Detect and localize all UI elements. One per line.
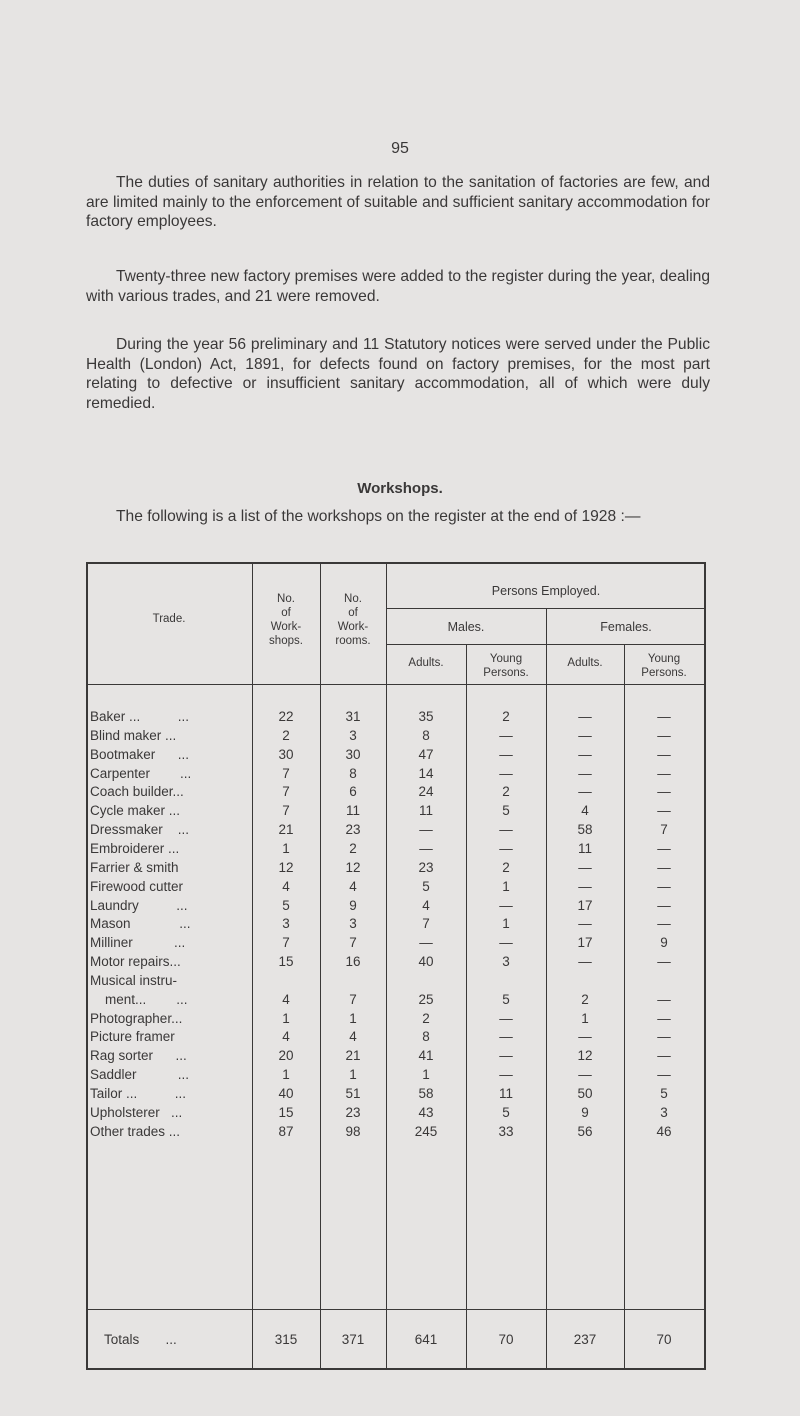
totals-label: Totals ...: [104, 1332, 177, 1347]
cell-workshops: 12: [278, 859, 294, 875]
cell-workshops: 2: [282, 727, 290, 743]
header-females: Females.: [600, 620, 652, 634]
cell-male-adults: 23: [418, 859, 434, 875]
workshops-intro: The following is a list of the workshops on the register at the end of 1928 :—: [116, 508, 641, 525]
cell-male-adults: 24: [418, 784, 434, 800]
header-workshops-line: of: [281, 607, 291, 619]
cell-male-young: 2: [502, 709, 510, 724]
paragraph-notices: During the year 56 preliminary and 11 Statutory notices were served under the Public Health (London) Act, 1891, for defects found on factory premises, for the most part relating to defective or insufficient sanitary accommodation, all of which were duly remedied.: [86, 336, 710, 412]
cell-male-adults: 14: [418, 765, 434, 781]
table-row: [86, 877, 706, 896]
cell-female-adults: —: [578, 1067, 592, 1083]
cell-workrooms: 23: [345, 822, 361, 838]
cell-male-adults: 40: [418, 954, 434, 970]
cell-male-adults: 5: [422, 878, 430, 894]
cell-workrooms: 30: [345, 746, 361, 762]
cell-female-young: —: [657, 916, 671, 932]
cell-female-young: —: [657, 746, 671, 762]
cell-workshops: 30: [278, 746, 294, 762]
cell-workrooms: 8: [349, 765, 357, 781]
cell-workrooms: 1: [349, 1010, 357, 1026]
totals-female-adults: 237: [573, 1332, 597, 1347]
cell-female-adults: 1: [581, 1010, 589, 1026]
table-row: [86, 896, 706, 915]
trade-name: Milliner ...: [90, 935, 186, 951]
cell-male-young: —: [499, 897, 513, 913]
cell-female-adults: —: [578, 878, 592, 894]
trade-name: Firewood cutter: [90, 878, 184, 894]
cell-workrooms: 3: [349, 916, 357, 932]
table-row: [86, 1065, 706, 1084]
totals-male-young: 70: [498, 1332, 514, 1347]
table-row: [86, 990, 706, 1009]
cell-female-adults: 17: [577, 897, 593, 913]
cell-female-adults: —: [578, 784, 592, 800]
cell-male-adults: 58: [418, 1086, 434, 1101]
trade-name: Picture framer: [90, 1029, 175, 1045]
cell-female-young: —: [657, 859, 671, 875]
cell-workshops: 5: [282, 897, 290, 913]
cell-male-adults: 43: [418, 1104, 434, 1120]
cell-female-young: —: [657, 878, 671, 894]
header-young-line: Young: [647, 653, 681, 665]
header-persons-employed: Persons Employed.: [491, 584, 601, 598]
workshops-table: [86, 562, 706, 1370]
cell-workshops: 7: [282, 784, 290, 800]
table-row: [86, 801, 706, 820]
totals-row: [86, 1330, 706, 1349]
cell-workrooms: 7: [349, 991, 357, 1007]
header-workrooms-line: rooms.: [335, 635, 371, 647]
cell-female-young: —: [657, 1010, 671, 1026]
cell-workrooms: 51: [345, 1086, 361, 1101]
cell-male-adults: 4: [422, 897, 430, 913]
table-row: [86, 764, 706, 783]
cell-male-young: 5: [502, 803, 510, 819]
cell-male-young: —: [499, 822, 513, 838]
table-row: [86, 971, 706, 990]
table-row: [86, 820, 706, 839]
cell-male-adults: —: [419, 840, 433, 856]
cell-male-adults: 2: [422, 1010, 430, 1026]
header-young-line: Persons.: [641, 667, 687, 679]
cell-workrooms: 98: [345, 1123, 361, 1139]
table-row: [86, 1084, 706, 1103]
cell-male-young: —: [499, 1010, 513, 1026]
cell-male-adults: 41: [418, 1048, 434, 1064]
header-bottom-rule: [86, 684, 706, 685]
cell-male-young: 11: [498, 1086, 513, 1101]
cell-female-adults: 58: [577, 822, 593, 838]
workshops-heading: Workshops.: [357, 480, 443, 497]
header-workrooms-line: No.: [344, 593, 362, 605]
table-row: [86, 1103, 706, 1122]
trade-name: Coach builder...: [90, 784, 184, 800]
totals-male-adults: 641: [414, 1332, 438, 1347]
header-male-adults: Adults.: [408, 657, 444, 669]
cell-workrooms: 21: [345, 1048, 361, 1064]
cell-female-adults: 17: [577, 935, 593, 951]
cell-male-young: 2: [502, 784, 510, 800]
cell-male-adults: —: [419, 822, 433, 838]
cell-workshops: 3: [282, 916, 290, 932]
cell-workshops: 15: [278, 1104, 294, 1120]
table-row: [86, 707, 706, 726]
cell-female-young: —: [657, 784, 671, 800]
table-row: [86, 914, 706, 933]
cell-workshops: 7: [282, 765, 290, 781]
cell-male-young: 5: [502, 991, 510, 1007]
table-bottom-border: [86, 1368, 706, 1370]
cell-male-young: 5: [502, 1104, 510, 1120]
cell-workrooms: 16: [345, 954, 361, 970]
cell-workrooms: 3: [349, 727, 357, 743]
cell-male-young: 2: [502, 859, 510, 875]
cell-workshops: 87: [278, 1123, 294, 1139]
trade-name: Cycle maker ...: [90, 803, 181, 819]
header-female-young: [624, 652, 704, 680]
cell-female-adults: —: [578, 1029, 592, 1045]
table-row: [86, 1009, 706, 1028]
totals-top-rule: [86, 1309, 706, 1310]
cell-male-young: —: [499, 1029, 513, 1045]
cell-workrooms: 2: [349, 840, 357, 856]
cell-female-young: —: [657, 727, 671, 743]
trade-name: ment... ...: [90, 991, 188, 1007]
cell-workrooms: 12: [345, 859, 361, 875]
header-workshops-line: Work-: [270, 621, 302, 633]
cell-male-adults: 11: [418, 803, 433, 819]
trade-name: Embroiderer ...: [90, 840, 180, 856]
cell-workrooms: 1: [349, 1067, 357, 1083]
table-row: [86, 952, 706, 971]
page-number: 95: [391, 140, 409, 157]
cell-female-young: 9: [660, 935, 668, 951]
cell-workshops: 40: [278, 1086, 294, 1101]
table-row: [86, 839, 706, 858]
header-workrooms-line: of: [348, 607, 358, 619]
cell-workshops: 4: [282, 991, 290, 1007]
table-row: [86, 782, 706, 801]
table-row: [86, 745, 706, 764]
totals-female-young: 70: [656, 1332, 672, 1347]
header-workrooms-line: Work-: [337, 621, 369, 633]
cell-workrooms: 4: [349, 1029, 357, 1045]
table-row: [86, 1046, 706, 1065]
cell-female-young: —: [657, 991, 671, 1007]
table-row: [86, 933, 706, 952]
cell-female-young: —: [657, 1067, 671, 1083]
table-row: [86, 1122, 706, 1141]
trade-name: Laundry ...: [90, 897, 188, 913]
cell-male-young: 3: [502, 954, 510, 970]
cell-workrooms: 6: [349, 784, 357, 800]
cell-workrooms: 9: [349, 897, 357, 913]
cell-workshops: 4: [282, 1029, 290, 1045]
cell-workshops: 15: [278, 954, 294, 970]
cell-workshops: 7: [282, 803, 290, 819]
cell-female-young: 5: [660, 1086, 668, 1101]
cell-male-young: —: [499, 746, 513, 762]
cell-female-young: —: [657, 1029, 671, 1045]
cell-female-adults: —: [578, 954, 592, 970]
cell-female-adults: —: [578, 916, 592, 932]
cell-male-young: —: [499, 935, 513, 951]
header-males: Males.: [447, 620, 485, 634]
table-row: [86, 1027, 706, 1046]
paragraph-sanitary-duties: The duties of sanitary authorities in relation to the sanitation of factories are few, and are limited mainly to the enforcement of suitable and sufficient sanitary accommodation for factory employees.: [86, 174, 710, 230]
trade-name: Blind maker ...: [90, 727, 177, 743]
cell-male-adults: 35: [418, 709, 434, 724]
cell-female-adults: 11: [577, 840, 592, 856]
cell-female-adults: 9: [581, 1104, 589, 1120]
cell-male-young: 33: [498, 1123, 514, 1139]
cell-female-adults: —: [578, 859, 592, 875]
table-row: [86, 858, 706, 877]
cell-workshops: 4: [282, 878, 290, 894]
trade-name: Carpenter ...: [90, 765, 192, 781]
cell-female-adults: 50: [577, 1086, 593, 1101]
cell-male-adults: —: [419, 935, 433, 951]
header-workshops-line: shops.: [269, 635, 303, 647]
cell-female-adults: 12: [577, 1048, 593, 1064]
cell-male-adults: 7: [422, 916, 430, 932]
cell-workshops: 21: [278, 822, 294, 838]
cell-female-adults: —: [578, 765, 592, 781]
cell-male-adults: 8: [422, 1029, 430, 1045]
cell-female-adults: —: [578, 746, 592, 762]
cell-female-young: 7: [660, 822, 668, 838]
trade-name: Other trades ...: [90, 1123, 181, 1139]
cell-female-young: —: [657, 897, 671, 913]
cell-workrooms: 7: [349, 935, 357, 951]
cell-female-adults: 2: [581, 991, 589, 1007]
cell-workshops: 22: [278, 709, 294, 724]
trade-name: Farrier & smith: [90, 859, 179, 875]
cell-male-adults: 47: [418, 746, 434, 762]
table-row: [86, 726, 706, 745]
header-young-line: Young: [489, 653, 523, 665]
paragraph-new-premises: Twenty-three new factory premises were added to the register during the year, dealing with various trades, and 21 were removed.: [86, 268, 710, 305]
table-top-border: [86, 562, 706, 564]
cell-workshops: 1: [282, 1010, 290, 1026]
cell-workrooms: 31: [345, 709, 361, 724]
cell-male-adults: 8: [422, 727, 430, 743]
cell-male-young: —: [499, 1048, 513, 1064]
cell-male-young: —: [499, 1067, 513, 1083]
header-female-adults: Adults.: [567, 657, 603, 669]
cell-female-young: 3: [660, 1104, 668, 1120]
cell-female-young: —: [657, 803, 671, 819]
header-trade: Trade.: [152, 613, 186, 625]
cell-male-young: —: [499, 840, 513, 856]
header-workrooms: [320, 592, 386, 648]
cell-workshops: 20: [278, 1048, 294, 1064]
cell-female-adults: —: [578, 709, 592, 724]
trade-name: Mason ...: [90, 916, 191, 932]
trade-name: Upholsterer ...: [90, 1104, 183, 1120]
cell-female-adults: 56: [577, 1123, 593, 1139]
header-young-line: Persons.: [483, 667, 529, 679]
trade-name: Dressmaker ...: [90, 822, 190, 838]
cell-female-young: 46: [656, 1123, 672, 1139]
header-workshops-line: No.: [277, 593, 295, 605]
cell-female-young: —: [657, 840, 671, 856]
cell-male-young: 1: [502, 878, 510, 894]
cell-female-young: —: [657, 765, 671, 781]
cell-female-adults: —: [578, 727, 592, 743]
header-male-young: [466, 652, 546, 680]
cell-male-adults: 1: [422, 1067, 430, 1083]
trade-name: Motor repairs...: [90, 954, 181, 970]
cell-male-adults: 245: [414, 1123, 438, 1139]
trade-name: Tailor ... ...: [90, 1086, 187, 1101]
trade-name: Bootmaker ...: [90, 746, 190, 762]
totals-workrooms: 371: [341, 1332, 365, 1347]
cell-female-young: —: [657, 709, 671, 724]
cell-female-adults: 4: [581, 803, 589, 819]
cell-male-young: 1: [502, 916, 510, 932]
cell-male-young: —: [499, 765, 513, 781]
totals-workshops: 315: [274, 1332, 298, 1347]
trade-name: Musical instru-: [90, 972, 178, 988]
trade-name: Rag sorter ...: [90, 1048, 187, 1064]
cell-workrooms: 23: [345, 1104, 361, 1120]
cell-female-young: —: [657, 1048, 671, 1064]
cell-workshops: 1: [282, 1067, 290, 1083]
trade-name: Baker ... ...: [90, 709, 190, 724]
trade-name: Photographer...: [90, 1010, 183, 1026]
trade-name: Saddler ...: [90, 1067, 190, 1083]
cell-male-adults: 25: [418, 991, 434, 1007]
cell-female-young: —: [657, 954, 671, 970]
header-workshops: [252, 592, 320, 648]
cell-workshops: 7: [282, 935, 290, 951]
cell-workrooms: 11: [345, 803, 360, 819]
cell-male-young: —: [499, 727, 513, 743]
cell-workrooms: 4: [349, 878, 357, 894]
cell-workshops: 1: [282, 840, 290, 856]
